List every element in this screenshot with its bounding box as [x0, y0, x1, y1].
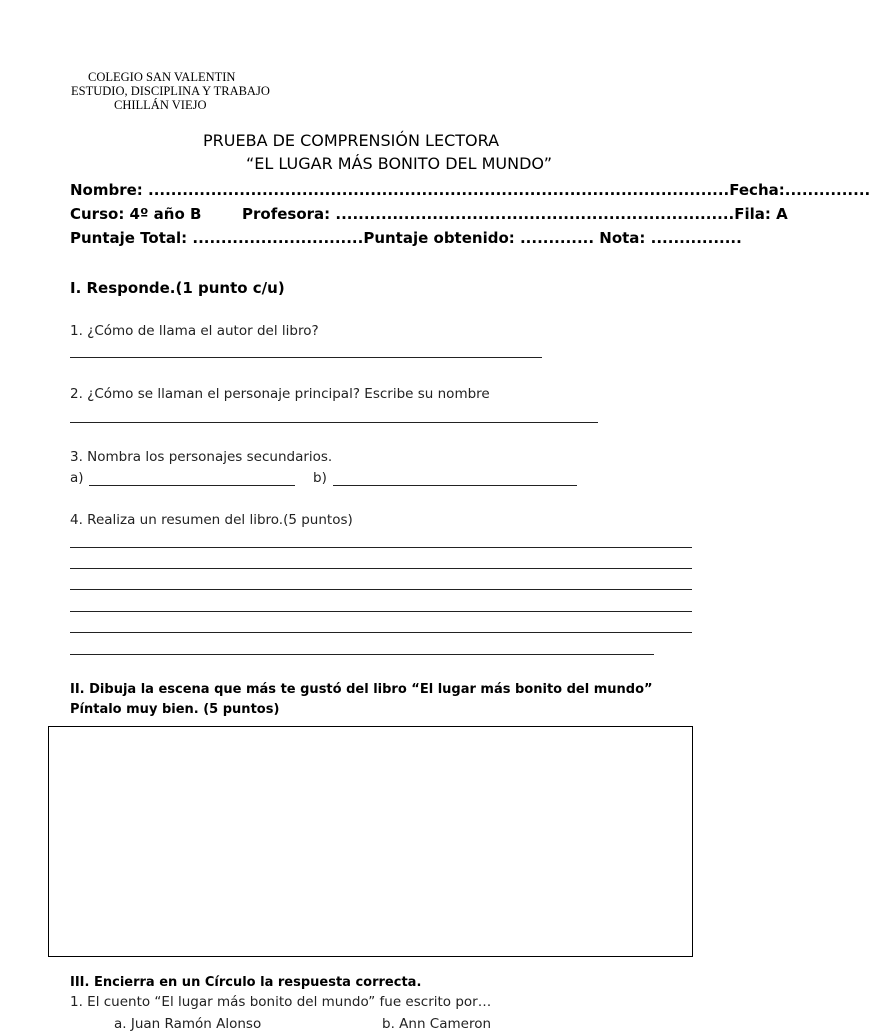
section-1-heading: I. Responde.(1 punto c/u) — [70, 279, 285, 297]
answer-line-3a[interactable] — [89, 485, 295, 486]
section-2-heading-line2: Píntalo muy bien. (5 puntos) — [70, 702, 280, 717]
question-3-label-b: b) — [313, 470, 327, 486]
page-title: PRUEBA DE COMPRENSIÓN LECTORA — [203, 131, 500, 150]
summary-line[interactable] — [70, 611, 692, 612]
answer-line-3b[interactable] — [333, 485, 577, 486]
field-profesora-fila[interactable]: Profesora: ......................................................................Fila: A — [242, 205, 788, 223]
section-3-question-1: 1. El cuento “El lugar más bonito del mundo” fue escrito por… — [70, 994, 492, 1010]
field-curso: Curso: 4º año B — [70, 205, 202, 223]
drawing-box[interactable] — [48, 726, 693, 957]
answer-line-1[interactable] — [70, 357, 542, 358]
summary-line[interactable] — [70, 632, 692, 633]
option-b[interactable]: b. Ann Cameron — [382, 1016, 492, 1032]
summary-line[interactable] — [70, 654, 654, 655]
school-name: COLEGIO SAN VALENTIN — [88, 70, 236, 84]
answer-line-2[interactable] — [70, 422, 598, 423]
question-2: 2. ¿Cómo se llaman el personaje principal? Escribe su nombre — [70, 386, 490, 402]
field-puntaje[interactable]: Puntaje Total: ..............................Puntaje obtenido: ............. Nota: ................ — [70, 229, 742, 247]
summary-line[interactable] — [70, 547, 692, 548]
school-motto: ESTUDIO, DISCIPLINA Y TRABAJO — [71, 84, 270, 98]
question-3-label-a: a) — [70, 470, 84, 486]
section-3-heading: III. Encierra en un Círculo la respuesta correcta. — [70, 975, 422, 990]
question-3: 3. Nombra los personajes secundarios. — [70, 449, 333, 465]
field-nombre-fecha[interactable]: Nombre: ......................................................................................................Fecha:............... — [70, 181, 870, 199]
school-city: CHILLÁN VIEJO — [114, 98, 207, 112]
summary-line[interactable] — [70, 568, 692, 569]
question-1: 1. ¿Cómo de llama el autor del libro? — [70, 323, 319, 339]
option-a[interactable]: a. Juan Ramón Alonso — [114, 1016, 262, 1032]
page-subtitle: “EL LUGAR MÁS BONITO DEL MUNDO” — [246, 154, 553, 173]
summary-line[interactable] — [70, 589, 692, 590]
question-4: 4. Realiza un resumen del libro.(5 puntos) — [70, 512, 353, 528]
section-2-heading: II. Dibuja la escena que más te gustó del libro “El lugar más bonito del mundo” — [70, 682, 653, 697]
